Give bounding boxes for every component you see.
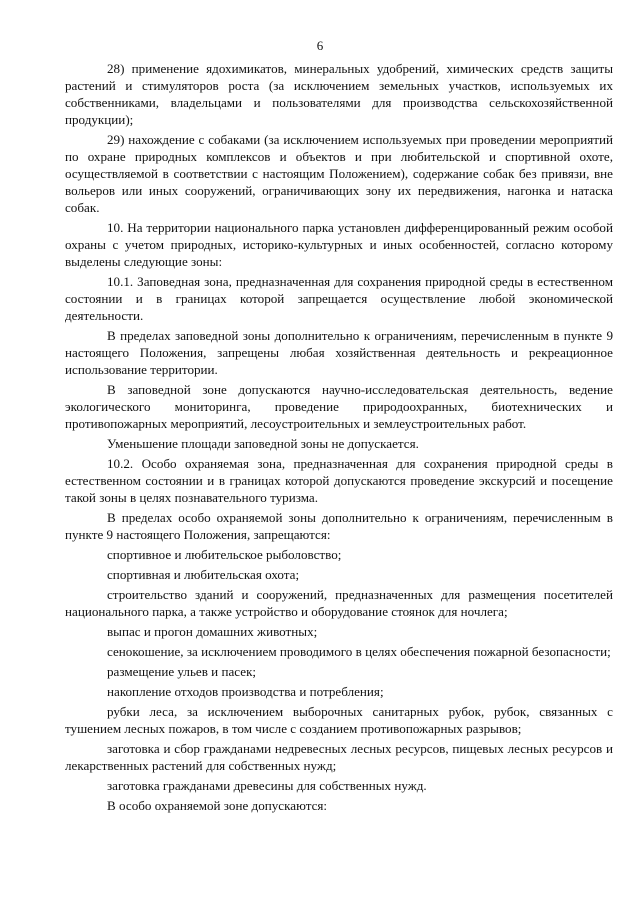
paragraph-protected-restrictions: В пределах особо охраняемой зоны дополнительно к ограничениям, перечисленным в пункте 9 настоящего Положения, запрещаются: bbox=[65, 510, 613, 542]
list-item-grazing: выпас и прогон домашних животных; bbox=[107, 624, 318, 639]
paragraph-item-28: 28) применение ядохимикатов, минеральных удобрений, химических средств защиты растений и стимуляторов роста (за исключением земельных участков, используемых их собственниками, владельцами и пользователями для производства сельскохозяйственной продукции); bbox=[65, 61, 613, 127]
list-item-waste: накопление отходов производства и потребления; bbox=[107, 684, 384, 699]
paragraph-item-29: 29) нахождение с собаками (за исключением используемых при проведении мероприятий по охране природных комплексов и объектов и при любительской и спортивной охоте, осуществляемой в соответствии с настоящим Положением), содержание собак без привязи, вне вольеров или иных сооружений, ограничивающих зону их передвижения, нагонка и натаска собак. bbox=[65, 132, 613, 215]
list-item-forest-resources: заготовка и сбор гражданами недревесных лесных ресурсов, пищевых лесных ресурсов и лекарственных растений для собственных нужд; bbox=[65, 741, 613, 773]
paragraph-reserve-area: Уменьшение площади заповедной зоны не допускается. bbox=[107, 436, 419, 451]
paragraph-section-10: 10. На территории национального парка установлен дифференцированный режим особой охраны с учетом природных, историко-культурных и иных особенностей, согласно которому выделены следующие зоны: bbox=[65, 220, 613, 269]
list-item-hunting: спортивная и любительская охота; bbox=[107, 567, 300, 582]
page-number: 6 bbox=[316, 38, 324, 53]
list-item-construction: строительство зданий и сооружений, предназначенных для размещения посетителей национального парка, а также устройство и оборудование стоянок для ночлега; bbox=[65, 587, 613, 619]
paragraph-reserve-restrictions: В пределах заповедной зоны дополнительно к ограничениям, перечисленным в пункте 9 настоящего Положения, запрещены любая хозяйственная деятельность и рекреационное использование территории. bbox=[65, 328, 613, 377]
paragraph-section-10-1: 10.1. Заповедная зона, предназначенная для сохранения природной среды в естественном состоянии и в границах которой запрещается осуществление любой экономической деятельности. bbox=[65, 274, 613, 323]
document-body bbox=[65, 60, 613, 814]
list-item-timber: заготовка гражданами древесины для собственных нужд. bbox=[107, 778, 427, 793]
list-item-apiaries: размещение ульев и пасек; bbox=[107, 664, 257, 679]
paragraph-section-10-2: 10.2. Особо охраняемая зона, предназначенная для сохранения природной среды в естественном состоянии и в границах которой допускаются проведение экскурсий и посещение такой зоны в целях познавательного туризма. bbox=[65, 456, 613, 505]
paragraph-reserve-allowed: В заповедной зоне допускаются научно-исследовательская деятельность, ведение экологического мониторинга, проведение природоохранных, биотехнических и противопожарных мероприятий, лесоустроительных и землеустроительных работ. bbox=[65, 382, 613, 431]
list-item-haymaking: сенокошение, за исключением проводимого в целях обеспечения пожарной безопасности; bbox=[107, 644, 611, 659]
list-item-fishing: спортивное и любительское рыболовство; bbox=[107, 547, 342, 562]
paragraph-protected-allowed: В особо охраняемой зоне допускаются: bbox=[107, 798, 328, 813]
list-item-logging: рубки леса, за исключением выборочных санитарных рубок, рубок, связанных с тушением лесных пожаров, в том числе с созданием противопожарных разрывов; bbox=[65, 704, 613, 736]
